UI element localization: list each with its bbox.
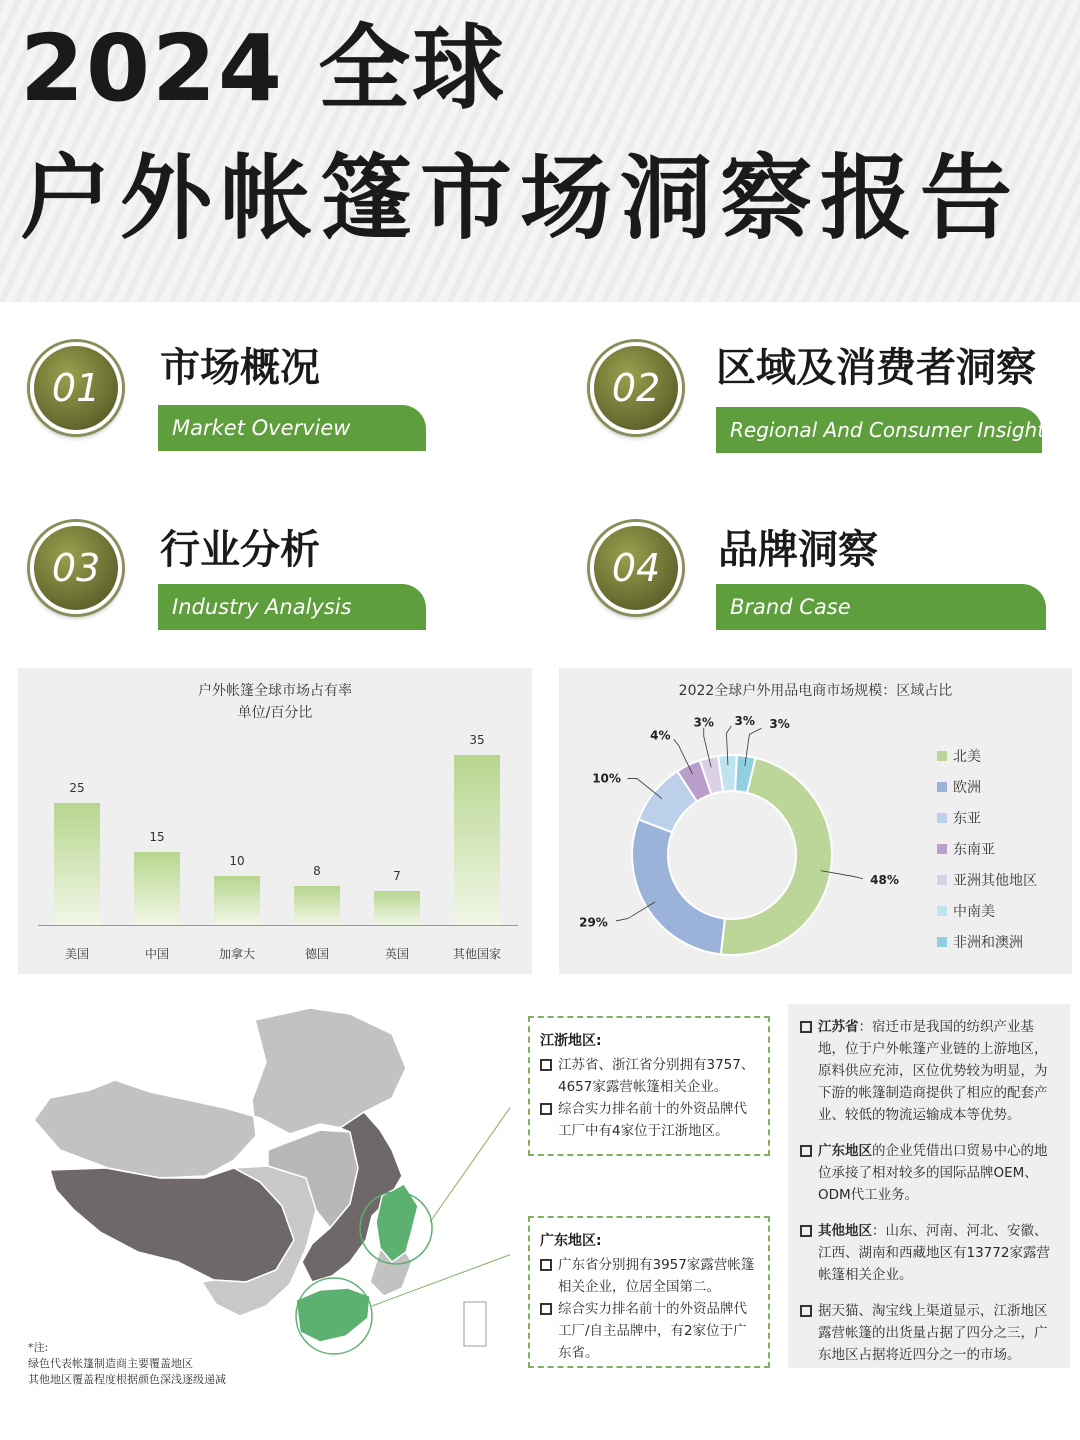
bar-加拿大 (214, 876, 260, 925)
bar-chart-panel (18, 668, 532, 974)
list-item-body: 据天猫、淘宝线上渠道显示，江浙地区露营帐篷的出货量占据了四分之三，广东地区占据将近四分之一的市场。 (818, 1303, 1048, 1363)
legend-item (937, 771, 1037, 802)
legend-swatch (937, 782, 947, 792)
section-number: 02 (611, 366, 661, 410)
list-item-text (818, 1300, 1060, 1366)
list-item (540, 1098, 758, 1142)
section-number-badge (590, 522, 682, 614)
section-title-cn: 品牌洞察 (718, 527, 878, 573)
list-item-text: 江苏省、浙江省分别拥有3757、4657家露营帐篷相关企业。 (558, 1057, 755, 1095)
section-title-en: Market Overview (158, 405, 426, 451)
list-item-text: 综合实力排名前十的外资品牌代工厂/自主品牌中，有2家位于广东省。 (558, 1301, 747, 1361)
jiangzhe-info-box (528, 1016, 770, 1156)
x-axis-line (38, 925, 518, 926)
section-number: 04 (611, 546, 661, 590)
legend-label: 东亚 (953, 810, 981, 827)
legend-item (937, 895, 1037, 926)
legend-item (937, 802, 1037, 833)
list-item (540, 1054, 758, 1098)
legend-swatch (937, 844, 947, 854)
bar-英国 (374, 891, 420, 925)
map-note (28, 1340, 226, 1388)
legend-swatch (937, 937, 947, 947)
bar-其他国家 (454, 755, 500, 925)
x-tick-label: 其他国家 (452, 947, 501, 961)
list-item-text: 广东省分别拥有3957家露营帐篷相关企业，位居全国第二。 (558, 1257, 755, 1295)
x-tick-label: 加拿大 (218, 947, 255, 961)
list-item-bold: 江苏省 (818, 1019, 859, 1035)
donut-chart-panel (559, 668, 1072, 974)
title-line-2: 户外帐篷市场洞察报告 (20, 145, 1021, 252)
map-note-line-1: 绿色代表帐篷制造商主要覆盖地区 (28, 1357, 193, 1370)
jiangzhe-heading: 江浙地区: (540, 1033, 602, 1049)
section-title-cn: 区域及消费者洞察 (716, 345, 1036, 391)
list-item (800, 1300, 1060, 1366)
map-note-line-2: 其他地区覆盖程度根据颜色深浅逐级递减 (28, 1373, 226, 1386)
map-region-west (50, 1168, 294, 1282)
checkbox-bullet-icon (800, 1225, 812, 1237)
legend-item (937, 926, 1037, 957)
jiangzhe-connector (430, 1082, 510, 1222)
checkbox-bullet-icon (800, 1021, 812, 1033)
bar-value-label: 7 (393, 868, 401, 883)
slice-value-label: 3% (769, 717, 790, 732)
section-title-cn: 市场概况 (160, 345, 320, 391)
x-tick-label: 美国 (64, 947, 89, 961)
map-region-guangdong (296, 1288, 370, 1342)
bar-value-label: 10 (229, 854, 245, 869)
legend-swatch (937, 906, 947, 916)
legend-item (937, 740, 1037, 771)
list-item-text (818, 1016, 1060, 1126)
section-title-en: Regional And Consumer Insight (716, 407, 1042, 453)
slice-value-label: 4% (650, 728, 671, 743)
title-line-1: 2024 全球 (20, 15, 507, 122)
section-number: 03 (51, 546, 101, 590)
legend-label: 欧洲 (953, 779, 981, 796)
checkbox-bullet-icon (540, 1059, 552, 1071)
legend-label: 亚洲其他地区 (953, 872, 1037, 889)
legend-label: 非洲和澳洲 (953, 934, 1023, 951)
donut-chart (559, 668, 939, 974)
list-item (540, 1298, 758, 1364)
header-banner (0, 0, 1080, 302)
legend-item (937, 864, 1037, 895)
section-title-en: Brand Case (716, 584, 1046, 630)
list-item (540, 1254, 758, 1298)
section-number-badge (590, 342, 682, 434)
bar-德国 (294, 886, 340, 925)
list-item-bold: 其他地区 (818, 1223, 872, 1239)
map-note-prefix: *注: (28, 1341, 49, 1354)
bar-中国 (134, 852, 180, 925)
checkbox-bullet-icon (540, 1303, 552, 1315)
x-tick-label: 中国 (144, 947, 169, 961)
bar-chart-title: 户外帐篷全球市场占有率 (198, 683, 352, 699)
bar-value-label: 8 (313, 864, 321, 879)
guangdong-info-box (528, 1216, 770, 1368)
checkbox-bullet-icon (540, 1103, 552, 1115)
checkbox-bullet-icon (540, 1259, 552, 1271)
slice-value-label: 3% (734, 714, 755, 729)
list-item-text (818, 1140, 1060, 1206)
china-map (20, 1000, 510, 1380)
guangdong-heading: 广东地区: (540, 1233, 602, 1249)
section-title-cn: 行业分析 (160, 527, 320, 573)
slice-value-label: 10% (592, 771, 621, 786)
list-item-bold: 广东地区 (818, 1143, 872, 1159)
list-item (800, 1220, 1060, 1286)
south-sea-inset (464, 1302, 486, 1346)
bar-value-label: 35 (469, 732, 485, 747)
list-item (800, 1140, 1060, 1206)
list-item-body: 的企业凭借出口贸易中心的地位承接了相对较多的国际品牌OEM、ODM代工业务。 (818, 1143, 1048, 1203)
slice-value-label: 29% (579, 915, 608, 930)
bar-美国 (54, 803, 100, 925)
donut-legend (937, 740, 1037, 957)
legend-swatch (937, 751, 947, 761)
regional-notes-panel (788, 1004, 1070, 1368)
list-item-body: ：宿迁市是我国的纺织产业基地，位于户外帐篷产业链的上游地区，原料供应充沛，区位优势较为明显，为下游的帐篷制造商提供了相应的配套产业、较低的物流运输成本等优势。 (818, 1019, 1048, 1123)
legend-swatch (937, 875, 947, 885)
bar-chart-subtitle: 单位/百分比 (237, 705, 313, 721)
legend-item (937, 833, 1037, 864)
section-title-en: Industry Analysis (158, 584, 426, 630)
x-tick-label: 德国 (304, 947, 329, 961)
section-number-badge (30, 342, 122, 434)
legend-label: 东南亚 (953, 841, 995, 858)
slice-value-label: 3% (693, 715, 714, 730)
section-number: 01 (51, 366, 101, 410)
bar-value-label: 25 (69, 781, 85, 796)
slice-value-label: 48% (870, 873, 899, 888)
checkbox-bullet-icon (800, 1145, 812, 1157)
legend-swatch (937, 813, 947, 823)
list-item-text (818, 1220, 1060, 1286)
checkbox-bullet-icon (800, 1305, 812, 1317)
list-item (800, 1016, 1060, 1126)
x-tick-label: 英国 (384, 947, 409, 961)
list-item-body: ：山东、河南、河北、安徽、江西、湖南和西藏地区有13772家露营帐篷相关企业。 (818, 1223, 1050, 1283)
legend-label: 中南美 (953, 903, 995, 920)
donut-slice-欧洲 (632, 819, 725, 954)
donut-chart-title: 2022全球户外用品电商市场规模：区域占比 (678, 683, 953, 699)
list-item-text: 综合实力排名前十的外资品牌代工厂中有4家位于江浙地区。 (558, 1101, 747, 1139)
legend-label: 北美 (953, 748, 981, 765)
section-number-badge (30, 522, 122, 614)
bar-value-label: 15 (149, 829, 165, 844)
